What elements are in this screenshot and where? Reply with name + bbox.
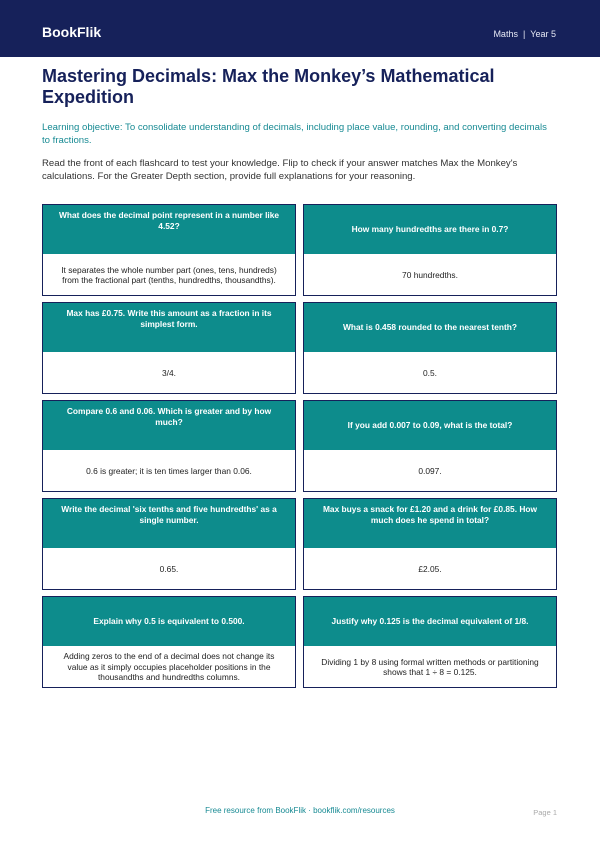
flashcard-front: If you add 0.007 to 0.09, what is the total? xyxy=(304,401,556,450)
flashcard-front: Compare 0.6 and 0.06. Which is greater and by how much? xyxy=(43,401,295,450)
flashcard-front: Justify why 0.125 is the decimal equivalent of 1/8. xyxy=(304,597,556,646)
flashcard-front: What is 0.458 rounded to the nearest tenth? xyxy=(304,303,556,352)
meta-separator: | xyxy=(522,29,526,39)
flashcard-front: Explain why 0.5 is equivalent to 0.500. xyxy=(43,597,295,646)
flashcard-back: 3/4. xyxy=(162,367,176,378)
flashcard-8[interactable] xyxy=(303,498,557,590)
flashcard-3[interactable] xyxy=(42,302,296,394)
flashcard-9[interactable] xyxy=(42,596,296,688)
flashcard-back: 0.097. xyxy=(418,465,442,476)
flashcard-back: 0.5. xyxy=(423,367,437,378)
page-title: Mastering Decimals: Max the Monkey’s Mathematical Expedition xyxy=(42,66,495,107)
header-bar xyxy=(0,0,600,57)
header-meta xyxy=(493,28,556,40)
flashcard-back: It separates the whole number part (ones, tens, hundreds) from the fractional part (tenths, hundredths, thousandths). xyxy=(61,264,277,285)
flashcard-back: Dividing 1 by 8 using formal written methods or partitioning shows that 1 ÷ 8 = 0.125. xyxy=(321,656,539,677)
flashcard-2[interactable] xyxy=(303,204,557,296)
instructions: Read the front of each flashcard to test your knowledge. Flip to check if your answer matches Max the Monkey's calculations. For the Greater Depth section, provide full explanations for your reasoning. xyxy=(42,158,518,182)
flashcard-front: Write the decimal 'six tenths and five hundredths' as a single number. xyxy=(43,499,295,548)
subject-label: Maths xyxy=(493,29,518,39)
learning-objective: Learning objective: To consolidate understanding of decimals, including place value, rounding, and converting decimals to fractions. xyxy=(42,122,547,146)
flashcard-7[interactable] xyxy=(42,498,296,590)
flashcard-5[interactable] xyxy=(42,400,296,492)
flashcard-front: Max has £0.75. Write this amount as a fraction in its simplest form. xyxy=(43,303,295,352)
brand-logo[interactable]: BookFlik xyxy=(42,24,102,40)
page-number: Page 1 xyxy=(533,808,557,817)
flashcard-6[interactable] xyxy=(303,400,557,492)
flashcard-back: 0.6 is greater; it is ten times larger than 0.06. xyxy=(86,465,252,476)
flashcard-back: 70 hundredths. xyxy=(402,269,458,280)
flashcard-back: Adding zeros to the end of a decimal does not change its value as it simply occupies placeholder positions in the thousandths and hundredths columns. xyxy=(63,651,275,683)
flashcard-1[interactable] xyxy=(42,204,296,296)
flashcard-front: How many hundredths are there in 0.7? xyxy=(304,205,556,254)
flashcard-front: What does the decimal point represent in a number like 4.52? xyxy=(43,205,295,254)
footer-text: Free resource from BookFlik · bookflik.com/resources xyxy=(205,806,395,815)
year-label: Year 5 xyxy=(530,29,556,39)
flashcard-front: Max buys a snack for £1.20 and a drink for £0.85. How much does he spend in total? xyxy=(304,499,556,548)
flashcard-10[interactable] xyxy=(303,596,557,688)
flashcard-4[interactable] xyxy=(303,302,557,394)
flashcard-back: £2.05. xyxy=(418,563,442,574)
flashcard-back: 0.65. xyxy=(159,563,179,574)
